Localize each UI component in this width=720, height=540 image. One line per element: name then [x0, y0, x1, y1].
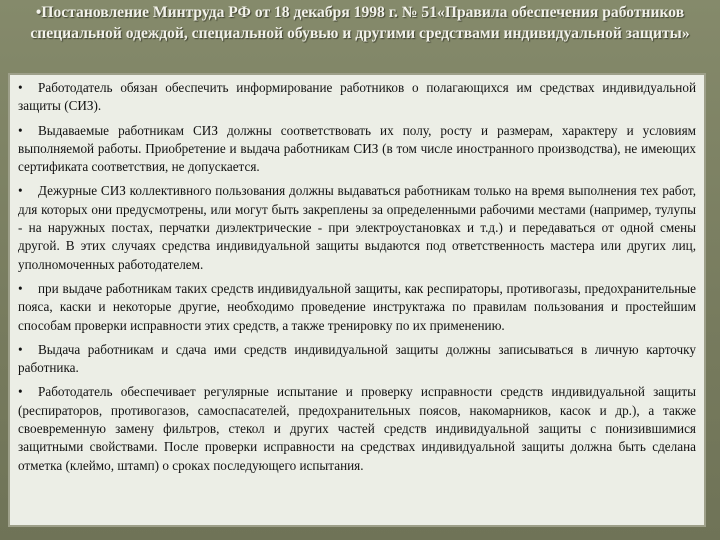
bullet-icon: •	[18, 280, 23, 296]
content-box	[8, 73, 706, 527]
paragraph-text: Выдаваемые работникам СИЗ должны соответствовать их полу, росту и размерам, характеру и условиям выполняемой работы. Приобретение и выдача работникам СИЗ (в том числе иностранного производства), не имеющих сертификата соответствия, не допускается.	[18, 122, 696, 175]
paragraph-informing	[18, 79, 696, 116]
paragraph-text: Работодатель обязан обеспечить информирование работников о полагающихся им средствах индивидуальной защиты (СИЗ).	[18, 80, 696, 114]
slide-title: •Постановление Минтруда РФ от 18 декабря 1998 г. № 51«Правила обеспечения работников специальной одеждой, специальной обувью и другими средствами индивидуальной защиты»	[30, 4, 690, 42]
paragraph-duty-ppe	[18, 182, 696, 273]
paragraph-text: Работодатель обеспечивает регулярные испытание и проверку исправности средств индивидуальной защиты (респираторов, противогазов, самоспасателей, предохранительных поясов, накомарников, касок и др.), а также своевременную замену фильтров, стекол и других частей средств индивидуальной защиты с понизившимися защитными свойствами. После проверки исправности на средствах индивидуальной защиты должна быть сделана отметка (клеймо, штамп) о сроках последующего испытания.	[18, 384, 696, 473]
bullet-icon: •	[18, 384, 23, 400]
paragraph-instruction	[18, 280, 696, 335]
bullet-icon: •	[18, 80, 23, 95]
paragraph-text: Выдача работникам и сдача ими средств индивидуальной защиты должны записываться в личную карточку работника.	[18, 341, 696, 376]
paragraph-text: Дежурные СИЗ коллективного пользования должны выдаваться работникам только на время выполнения тех работ, для которых они предусмотрены, или могут быть закреплены за определенными рабочими местами (например, тулупы - на наружных постах, перчатки диэлектрические - при электроустановках и т.д.) и передаваться от одной смены другой. В этих случаях средства индивидуальной защиты выдаются под ответственность мастера или других лиц, уполномоченных работодателем.	[18, 183, 696, 272]
bullet-icon: •	[18, 183, 23, 199]
paragraph-text: при выдаче работникам таких средств индивидуальной защиты, как респираторы, противогазы, предохранительные пояса, каски и некоторые другие, необходимо проведение инструктажа по правилам пользования и простейшим способам проверки исправности этих средств, а также тренировку по их применению.	[18, 280, 696, 333]
bullet-icon: •	[18, 122, 23, 138]
paragraph-record-card	[18, 341, 696, 378]
bullet-icon: •	[18, 341, 23, 357]
paragraph-testing	[18, 383, 696, 474]
paragraph-requirements	[18, 122, 696, 177]
